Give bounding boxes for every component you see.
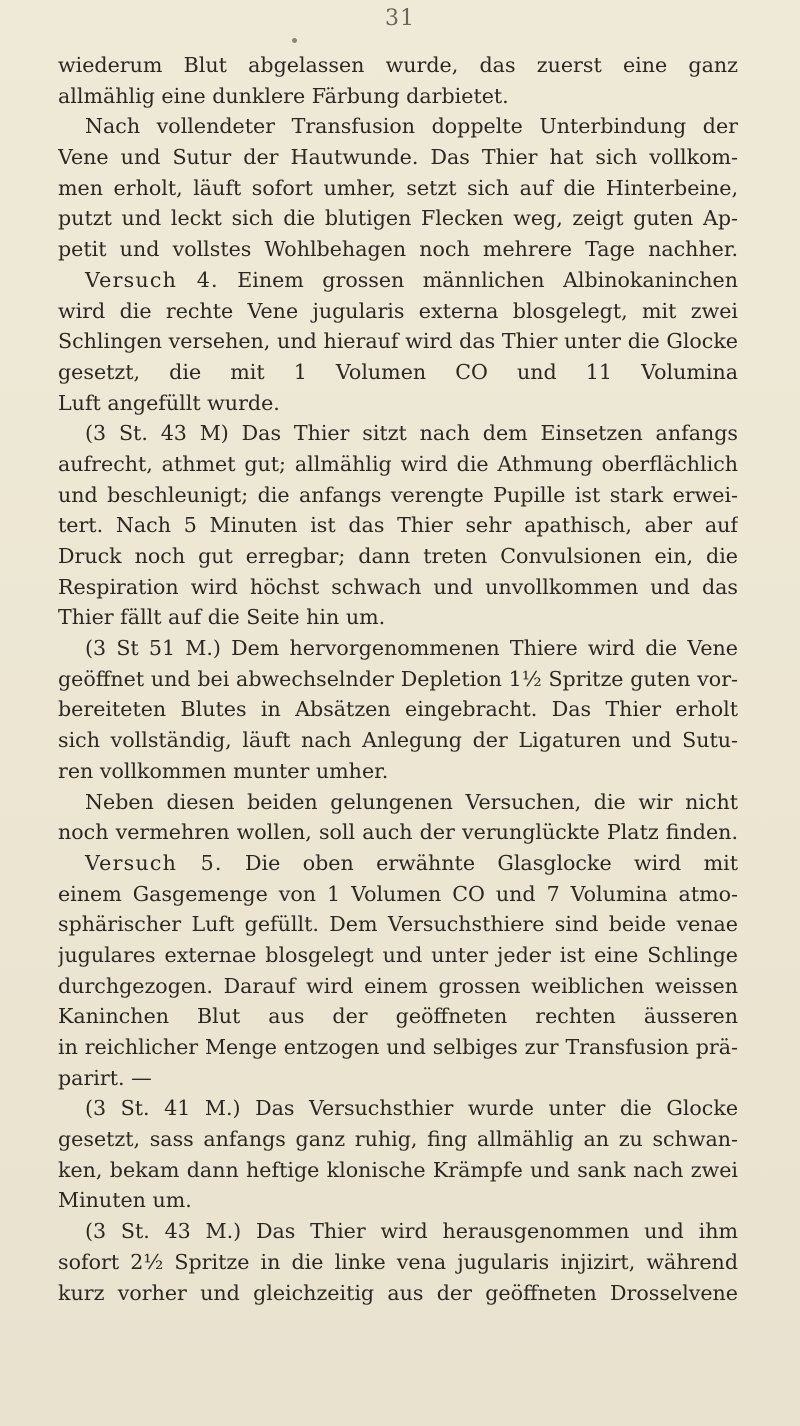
- text-line: durchgezogen. Darauf wird einem grossen weiblichen weissen: [58, 973, 738, 998]
- text-line: kurz vorher und gleichzeitig aus der geöffneten Drosselvene: [58, 1280, 738, 1305]
- text-line: (3 St. 43 M.) Das Thier wird herausgenommen und ihm: [85, 1219, 738, 1244]
- text-line: tert. Nach 5 Minuten ist das Thier sehr apathisch, aber auf: [58, 513, 738, 538]
- text-line: sofort 2½ Spritze in die linke vena jugularis injizirt, während: [58, 1249, 738, 1274]
- text-line: wird die rechte Vene jugularis externa blosgelegt, mit zwei: [58, 298, 738, 323]
- text-line: und beschleunigt; die anfangs verengte Pupille ist stark erwei-: [58, 482, 738, 507]
- text-line: (3 St. 43 M) Das Thier sitzt nach dem Einsetzen anfangs: [85, 421, 738, 446]
- text-line: Luft angefüllt wurde.: [58, 390, 280, 415]
- text-line: ken, bekam dann heftige klonische Krämpfe und sank nach zwei: [58, 1157, 738, 1182]
- experiment-heading: Versuch 4.: [85, 267, 219, 292]
- text-line: gesetzt, die mit 1 Volumen CO und 11 Volumina: [58, 359, 738, 384]
- text-line: aufrecht, athmet gut; allmählig wird die Athmung oberflächlich: [58, 451, 738, 476]
- text-line: petit und vollstes Wohlbehagen noch mehrere Tage nachher.: [58, 237, 738, 262]
- text-line: Vene und Sutur der Hautwunde. Das Thier hat sich vollkom-: [58, 145, 738, 170]
- text-line: men erholt, läuft sofort umher, setzt sich auf die Hinterbeine,: [58, 175, 738, 200]
- text-line: Versuch 4. Einem grossen männlichen Albinokaninchen: [85, 267, 738, 292]
- text-line: bereiteten Blutes in Absätzen eingebracht. Das Thier erholt: [58, 697, 738, 722]
- text-line: Versuch 5. Die oben erwähnte Glasglocke wird mit: [85, 850, 738, 875]
- text-line: sich vollständig, läuft nach Anlegung der Ligaturen und Sutu-: [58, 728, 738, 753]
- text-line: geöffnet und bei abwechselnder Depletion 1½ Spritze guten vor-: [58, 666, 738, 691]
- text-line: Minuten um.: [58, 1188, 192, 1213]
- text-line: allmählig eine dunklere Färbung darbietet.: [58, 83, 509, 108]
- text-line: Respiration wird höchst schwach und unvollkommen und das: [58, 574, 738, 599]
- text-line: (3 St 51 M.) Dem hervorgenommenen Thiere wird die Vene: [85, 636, 738, 661]
- text-line: putzt und leckt sich die blutigen Flecken weg, zeigt guten Ap-: [58, 206, 738, 231]
- text-line: Nach vollendeter Transfusion doppelte Unterbindung der: [85, 114, 738, 139]
- text-line: Neben diesen beiden gelungenen Versuchen, die wir nicht: [85, 789, 738, 814]
- text-line: Thier fällt auf die Seite hin um.: [58, 605, 386, 630]
- body-text: [58, 50, 738, 1308]
- experiment-heading: Versuch 5.: [85, 850, 223, 875]
- text-line: Kaninchen Blut aus der geöffneten rechten äusseren: [58, 1004, 738, 1029]
- print-speck: [292, 38, 297, 43]
- text-line: parirt. —: [58, 1065, 152, 1090]
- text-line: (3 St. 41 M.) Das Versuchsthier wurde unter die Glocke: [85, 1096, 738, 1121]
- text-line: Schlingen versehen, und hierauf wird das Thier unter die Glocke: [58, 329, 738, 354]
- text-line: gesetzt, sass anfangs ganz ruhig, fing allmählig an zu schwan-: [58, 1127, 738, 1152]
- text-line: sphärischer Luft gefüllt. Dem Versuchsthiere sind beide venae: [58, 912, 738, 937]
- text-line: ren vollkommen munter umher.: [58, 758, 389, 783]
- text-line: in reichlicher Menge entzogen und selbiges zur Transfusion prä-: [58, 1035, 738, 1059]
- text-line: jugulares externae blosgelegt und unter jeder ist eine Schlinge: [58, 942, 738, 967]
- text-line: Druck noch gut erregbar; dann treten Convulsionen ein, die: [58, 544, 738, 568]
- text-line: einem Gasgemenge von 1 Volumen CO und 7 Volumina atmo-: [58, 881, 738, 906]
- page-number: 31: [385, 6, 415, 31]
- text-line: noch vermehren wollen, soll auch der verunglückte Platz finden.: [58, 820, 738, 845]
- text-line: wiederum Blut abgelassen wurde, das zuerst eine ganz: [58, 53, 738, 77]
